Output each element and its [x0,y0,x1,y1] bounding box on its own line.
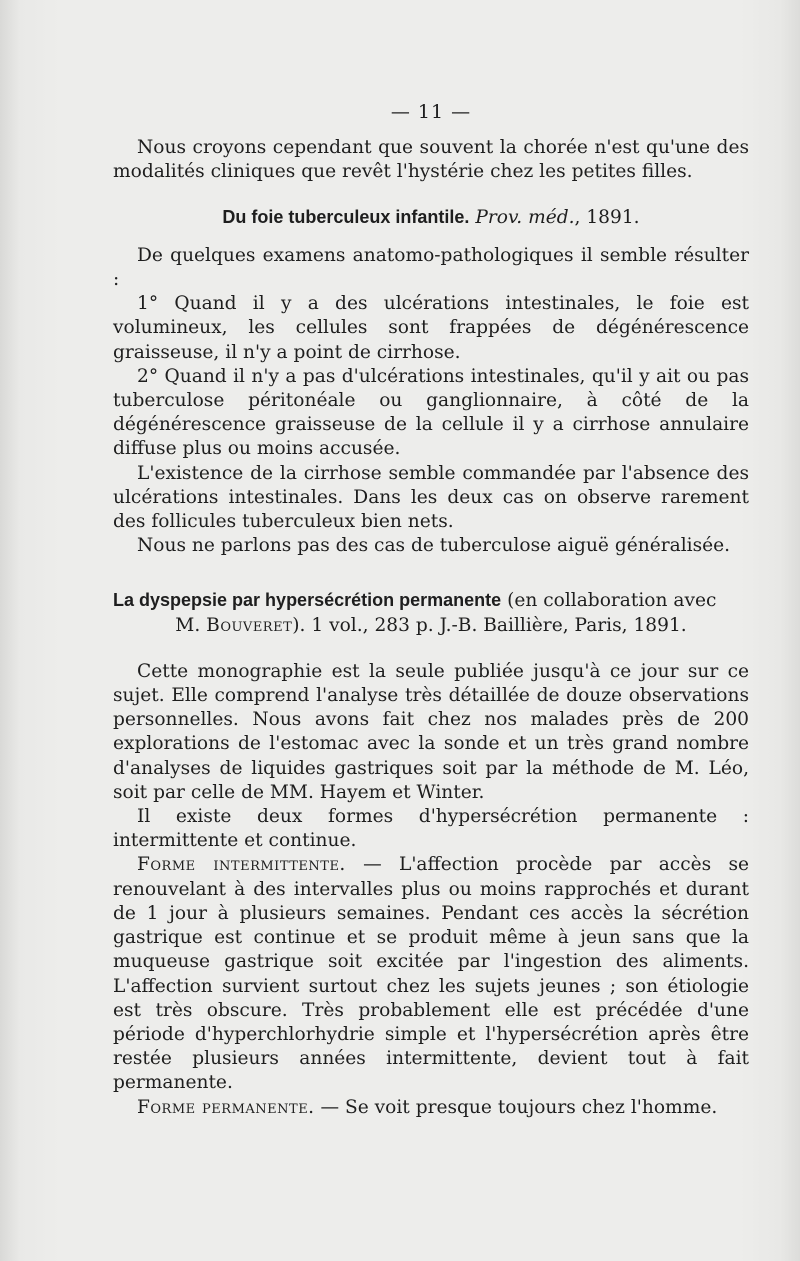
ref1-heading [113,205,749,230]
forme-intermittente-text: — L'affection procède par accès se renouvelant à des intervalles plus ou moins rapprochés et durant de 1 jour à plusieurs semaines. Pendant ces accès la sécrétion gastrique est continue et se produit même à jeun sans que la muqueuse gastrique soit excitée par l'ingestion des aliments. L'affection survient surtout chez les sujets jeunes ; son étiologie est très obscure. Très probablement elle est précédée d'une période d'hyperchlorhydrie simple et l'hypersécrétion après être restée plusieurs années intermittente, devient tout à fait permanente. [113,854,749,1094]
ref1-title: Du foie tuberculeux infantile. [222,206,470,227]
ref2-author: Bouveret [206,614,293,636]
forme-permanente-paragraph [113,1096,749,1120]
ref1-year: , 1891. [574,206,640,228]
ref1-journal: Prov. méd. [475,206,575,228]
page-content [113,100,749,1120]
ref1-paragraph: De quelques examens anatomo-pathologiques il semble résulter : [113,244,749,291]
ref2-heading-line2 [113,614,749,638]
forme-permanente-label: Forme permanente. [137,1096,315,1118]
ref1-paragraph: 1° Quand il y a des ulcérations intestinales, le foie est volumineux, les cellules sont frappées de dégénérescence graisseuse, il n'y a point de cirrhose. [113,293,749,363]
ref1-paragraph: L'existence de la cirrhose semble commandée par l'absence des ulcérations intestinales. Dans les deux cas on observe rarement des follicules tuberculeux bien nets. [113,462,749,533]
ref2-title: La dyspepsie par hypersécrétion permanente [113,590,502,611]
ref2-suffix: ). 1 vol., 283 p. J.-B. Baillière, Paris, 1891. [292,614,687,636]
ref2-heading [113,588,749,613]
forme-intermittente-paragraph [113,853,749,1095]
ref2-collab: (en collaboration avec [501,590,717,612]
ref2-prefix: M. [175,614,201,636]
ref1-paragraph: Nous ne parlons pas des cas de tuberculose aiguë généralisée. [137,535,731,557]
intro-paragraph: Nous croyons cependant que souvent la chorée n'est qu'une des modalités cliniques que revêt l'hystérie chez les petites filles. [113,137,749,183]
forme-permanente-text: — Se voit presque toujours chez l'homme. [314,1096,718,1118]
page-number: — 11 — [390,101,472,123]
ref2-paragraph: Il existe deux formes d'hypersécrétion permanente : intermittente et continue. [113,806,749,852]
ref2-paragraph: Cette monographie est la seule publiée jusqu'à ce jour sur ce sujet. Elle comprend l'analyse très détaillée de douze observations personnelles. Nous avons fait chez nos malades près de 200 explorations de l'estomac avec la sonde et un très grand nombre d'analyses de liquides gastriques soit par la méthode de M. Léo, soit par celle de MM. Hayem et Winter. [113,660,749,803]
forme-intermittente-label: Forme intermittente. [137,854,346,876]
ref1-paragraph: 2° Quand il n'y a pas d'ulcérations intestinales, qu'il y ait ou pas tuberculose péritonéale ou ganglionnaire, à côté de la dégénérescence graisseuse de la cellule il y a cirrhose annulaire diffuse plus ou moins accusée. [113,365,749,460]
